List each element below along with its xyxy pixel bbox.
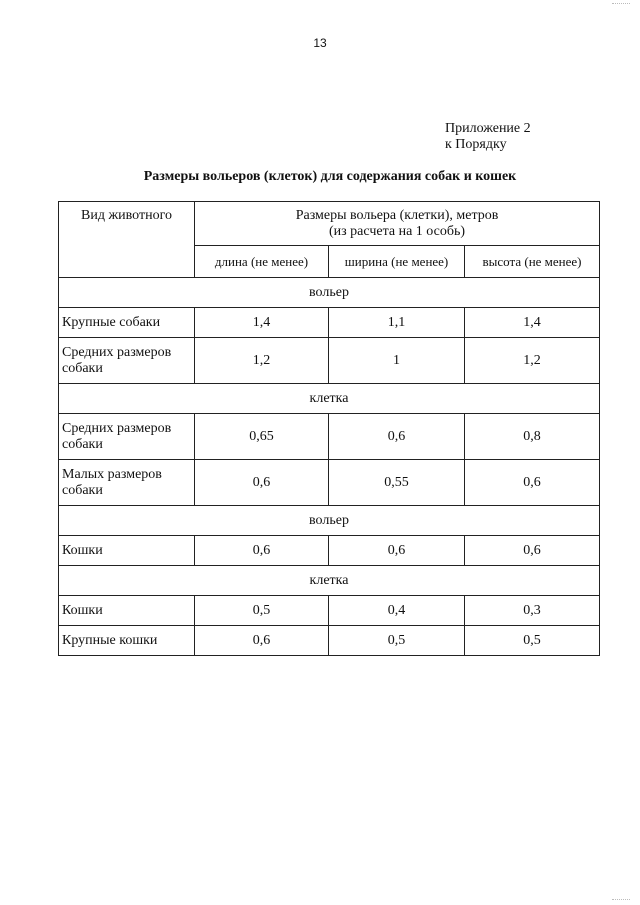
width-cell: 0,6 bbox=[329, 414, 465, 460]
animal-type-line: Кошки bbox=[62, 602, 103, 618]
section-row bbox=[59, 278, 600, 308]
animal-type-line: Средних размеров bbox=[62, 420, 172, 436]
height-cell: 0,8 bbox=[465, 414, 600, 460]
height-cell: 0,5 bbox=[465, 626, 600, 656]
header-width: ширина (не менее) bbox=[329, 246, 465, 278]
table-row bbox=[59, 414, 600, 460]
animal-type-cell bbox=[59, 414, 195, 460]
table-row bbox=[59, 338, 600, 384]
height-cell: 0,3 bbox=[465, 596, 600, 626]
section-label: клетка bbox=[59, 566, 600, 596]
document-title: Размеры вольеров (клеток) для содержания собак и кошек bbox=[143, 169, 517, 184]
height-cell: 0,6 bbox=[465, 460, 600, 506]
animal-type-cell bbox=[59, 626, 195, 656]
animal-type-cell bbox=[59, 536, 195, 566]
width-cell: 0,5 bbox=[329, 626, 465, 656]
table-row bbox=[59, 308, 600, 338]
width-cell: 0,4 bbox=[329, 596, 465, 626]
animal-type-line: собаки bbox=[62, 360, 103, 376]
height-cell: 1,2 bbox=[465, 338, 600, 384]
animal-type-cell bbox=[59, 308, 195, 338]
table-row bbox=[59, 596, 600, 626]
section-label: вольер bbox=[59, 278, 600, 308]
header-dimensions-group bbox=[195, 202, 600, 246]
section-row bbox=[59, 506, 600, 536]
animal-type-line: Кошки bbox=[62, 542, 103, 558]
section-row bbox=[59, 566, 600, 596]
appendix-line-1: Приложение 2 bbox=[445, 121, 531, 136]
animal-type-cell bbox=[59, 338, 195, 384]
height-cell: 0,6 bbox=[465, 536, 600, 566]
animal-type-line: Крупные кошки bbox=[62, 632, 158, 648]
appendix-note bbox=[445, 121, 531, 153]
scan-mark-bottom bbox=[612, 896, 630, 900]
table-row bbox=[59, 626, 600, 656]
length-cell: 0,5 bbox=[195, 596, 329, 626]
header-animal-type: Вид животного bbox=[59, 202, 195, 278]
length-cell: 0,6 bbox=[195, 536, 329, 566]
animal-type-cell bbox=[59, 596, 195, 626]
section-label: вольер bbox=[59, 506, 600, 536]
enclosure-sizes-table bbox=[58, 201, 600, 656]
animal-type-line: Малых размеров bbox=[62, 466, 162, 482]
length-cell: 0,65 bbox=[195, 414, 329, 460]
animal-type-line: собаки bbox=[62, 482, 103, 498]
width-cell: 0,55 bbox=[329, 460, 465, 506]
section-row bbox=[59, 384, 600, 414]
table-row bbox=[59, 536, 600, 566]
width-cell: 1,1 bbox=[329, 308, 465, 338]
header-height: высота (не менее) bbox=[465, 246, 600, 278]
length-cell: 0,6 bbox=[195, 626, 329, 656]
length-cell: 0,6 bbox=[195, 460, 329, 506]
animal-type-line: собаки bbox=[62, 436, 103, 452]
length-cell: 1,4 bbox=[195, 308, 329, 338]
animal-type-cell bbox=[59, 460, 195, 506]
animal-type-line: Средних размеров bbox=[62, 344, 172, 360]
height-cell: 1,4 bbox=[465, 308, 600, 338]
header-dimensions-line-1: Размеры вольера (клетки), метров bbox=[295, 207, 499, 223]
table-row bbox=[59, 460, 600, 506]
section-label: клетка bbox=[59, 384, 600, 414]
scan-mark-top bbox=[612, 0, 630, 4]
animal-type-line: Крупные собаки bbox=[62, 314, 161, 330]
width-cell: 1 bbox=[329, 338, 465, 384]
header-dimensions-line-2: (из расчета на 1 особь) bbox=[329, 223, 466, 239]
header-length: длина (не менее) bbox=[195, 246, 329, 278]
table-header-row bbox=[59, 202, 600, 246]
length-cell: 1,2 bbox=[195, 338, 329, 384]
page-number: 13 bbox=[313, 36, 327, 50]
width-cell: 0,6 bbox=[329, 536, 465, 566]
appendix-line-2: к Порядку bbox=[445, 137, 507, 152]
